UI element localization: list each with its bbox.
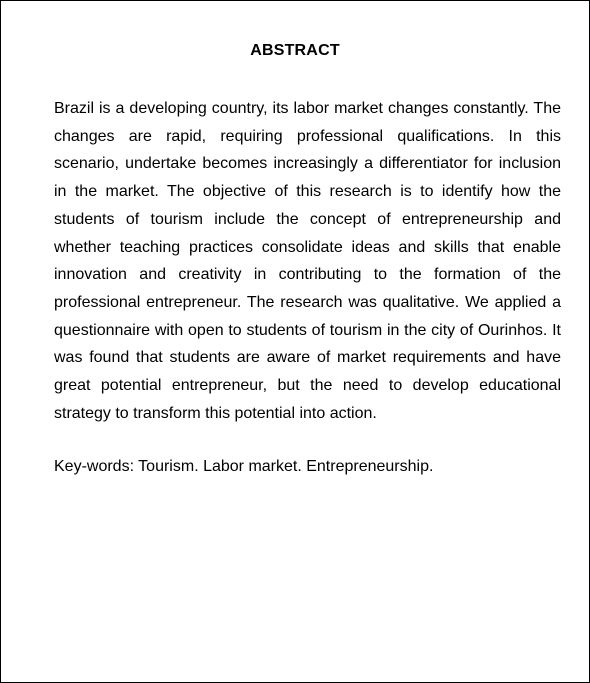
keywords-line: Key-words: Tourism. Labor market. Entrepreneurship.: [54, 458, 434, 475]
abstract-heading: ABSTRACT: [250, 42, 340, 59]
abstract-paragraph: Brazil is a developing country, its labor market changes constantly. The changes are rapid, requiring professional qualifications. In this scenario, undertake becomes increasingly a differentiator for inclusion in the market. The objective of this research is to identify how the students of tourism include the concept of entrepreneurship and whether teaching practices consolidate ideas and skills that enable innovation and creativity in contributing to the formation of the professional entrepreneur. The research was qualitative. We applied a questionnaire with open to students of tourism in the city of Ourinhos. It was found that students are aware of market requirements and have great potential entrepreneur, but the need to develop educational strategy to transform this potential into action.: [54, 100, 561, 422]
